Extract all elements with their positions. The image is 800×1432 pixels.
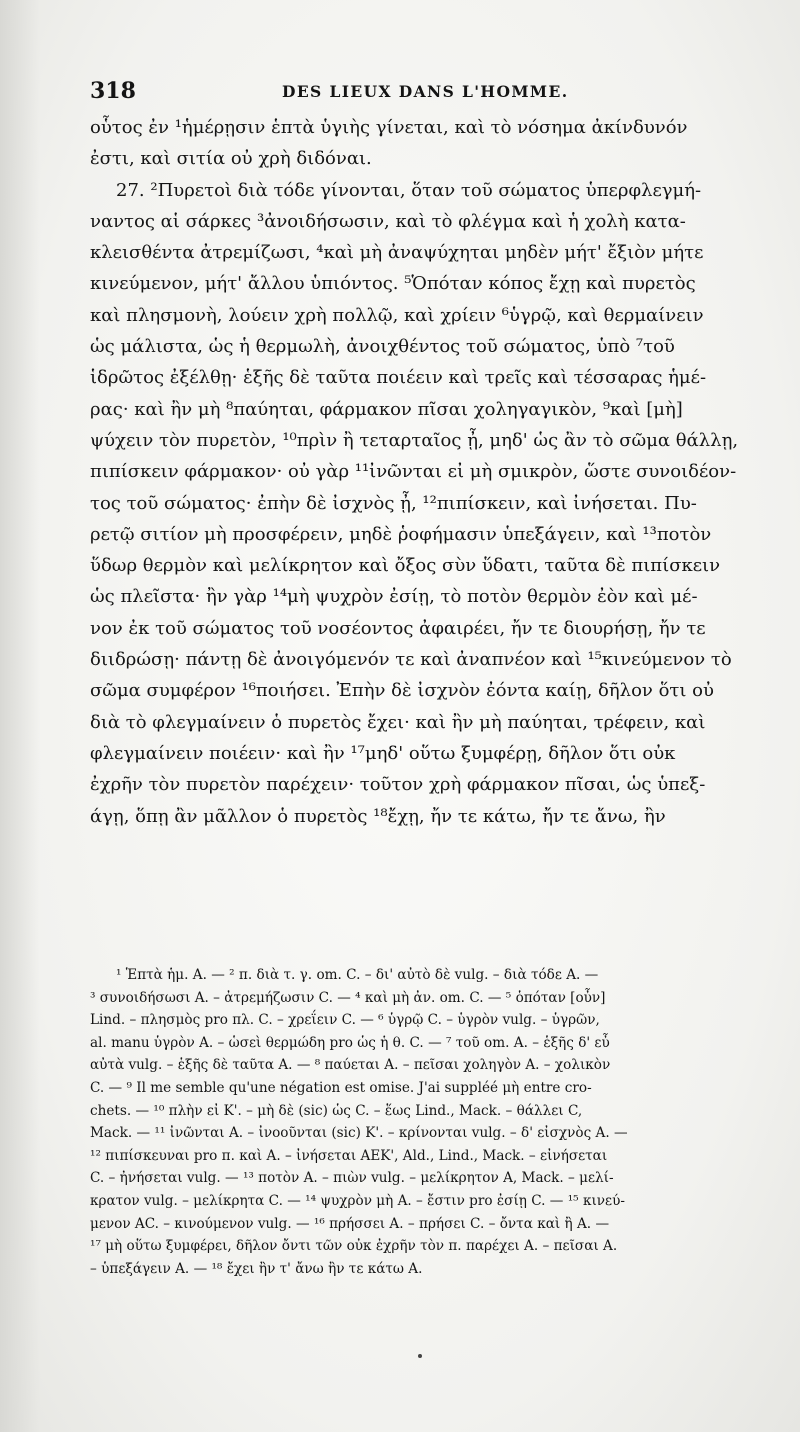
text-line: ὡς μάλιστα, ὡς ἡ θερμωλὴ, ἀνοιχθέντος τοῦ σώματος, ὑπὸ ⁷τοῦ [90,336,675,358]
page-number: 318 [90,78,136,104]
text-line: ρετῷ σιτίον μὴ προσφέρειν, μηδὲ ῥοφήμασιν ὑπεξάγειν, καὶ ¹³ποτὸν [90,523,712,545]
text-line: ρας· καὶ ἢν μὴ ⁸παύηται, φάρμακον πῖσαι χοληγαγικὸν, ⁹καὶ [μὴ] [90,398,683,420]
text-line: φλεγμαίνειν ποιέειν· καὶ ἢν ¹⁷μηδ' οὕτω ξυμφέρῃ, δῆλον ὅτι οὐκ [90,742,676,764]
footnote-line: al. manu ὑγρὸν A. – ὡσεὶ θερμώδη pro ὡς ἡ θ. C. — ⁷ τοῦ om. A. – ἑξῆς δ' εὖ [90,1034,610,1051]
main-text [90,112,760,832]
section-heading-line: 27. ²Πυρετοὶ διὰ τόδε γίνονται, ὅταν τοῦ σώματος ὑπερφλεγμή- [116,179,702,201]
text-line: καὶ πλησμονὴ, λούειν χρὴ πολλῷ, καὶ χρίειν ⁶ὑγρῷ, καὶ θερμαίνειν [90,304,704,326]
footnote-line: ¹² πιπίσκευναι pro π. καὶ A. – ἰνήσεται AEK', Ald., Lind., Mack. – εἰνήσεται [90,1147,608,1164]
text-line: νον ἐκ τοῦ σώματος τοῦ νοσέοντος ἀφαιρέει, ἤν τε διουρήσῃ, ἤν τε [90,617,706,639]
footnote-line: ¹ Ἑπτὰ ἡμ. A. — ² π. διὰ τ. γ. om. C. – δι' αὐτὸ δὲ vulg. – διὰ τόδε A. — [116,967,599,983]
footnote-line: αὐτὰ vulg. – ἑξῆς δὲ ταῦτα A. — ⁸ παύεται A. – πεῖσαι χοληγὸν A. – χολικὸν [90,1057,611,1074]
footnote-line: C. — ⁹ Il me semble qu'une négation est omise. J'ai suppléé μὴ entre cro- [90,1079,592,1096]
footnote-line: – ὑπεξάγειν A. — ¹⁸ ἔχει ἢν τ' ἄνω ἢν τε κάτω A. [90,1260,423,1277]
gutter-shadow [0,0,40,1432]
footnote-line: κρατον vulg. – μελίκρητα C. — ¹⁴ ψυχρὸν μὴ A. – ἔστιν pro ἐσίῃ C. — ¹⁵ κινεύ- [90,1192,625,1209]
text-line: οὗτος ἐν ¹ἡμέρῃσιν ἑπτὰ ὑγιὴς γίνεται, καὶ τὸ νόσημα ἀκίνδυνόν [90,117,688,138]
page-header [90,78,760,102]
text-line: ἱδρῶτος ἐξέλθῃ· ἑξῆς δὲ ταῦτα ποιέειν καὶ τρεῖς καὶ τέσσαρας ἡμέ- [90,367,707,389]
text-line: ψύχειν τὸν πυρετὸν, ¹⁰πρὶν ἢ τεταρταῖος ᾖ, μηδ' ὡς ἂν τὸ σῶμα θάλλῃ, [90,429,739,451]
text-line: σῶμα συμφέρον ¹⁶ποιήσει. Ἐπὴν δὲ ἰσχνὸν ἐόντα καίῃ, δῆλον ὅτι οὐ [90,680,714,702]
text-line: διιδρώσῃ· πάντῃ δὲ ἀνοιγόμενόν τε καὶ ἀναπνέον καὶ ¹⁵κινεύμενον τὸ [90,649,732,671]
text-line: ναντος αἱ σάρκες ³ἀνοιδήσωσιν, καὶ τὸ φλέγμα καὶ ἡ χολὴ κατα- [90,210,686,232]
text-line: πιπίσκειν φάρμακον· οὐ γὰρ ¹¹ἰνῶνται εἰ μὴ σμικρὸν, ὥστε συνοιδέον- [90,461,737,483]
footnote-line: ³ συνοιδήσωσι A. – ἀτρεμήζωσιν C. — ⁴ καὶ μὴ ἀν. om. C. — ⁵ ὁπόταν [οὖν] [90,989,606,1006]
text-line: ἐστι, καὶ σιτία οὐ χρὴ διδόναι. [90,148,372,170]
text-line: τος τοῦ σώματος· ἐπὴν δὲ ἰσχνὸς ᾖ, ¹²πιπίσκειν, καὶ ἰνήσεται. Πυ- [90,492,697,514]
footnotes [90,964,760,1280]
footnote-line: Lind. – πλησμὸς pro πλ. C. – χρεΐειν C. — ⁶ ὑγρῷ C. – ὑγρὸν vulg. – ὑγρῶν, [90,1012,600,1029]
print-mark [418,1354,422,1358]
text-line: διὰ τὸ φλεγμαίνειν ὁ πυρετὸς ἔχει· καὶ ἢν μὴ παύηται, τρέφειν, καὶ [90,711,706,733]
text-line: ὡς πλεῖστα· ἢν γὰρ ¹⁴μὴ ψυχρὸν ἐσίῃ, τὸ ποτὸν θερμὸν ἐὸν καὶ μέ- [90,586,698,608]
footnote-line: μενον AC. – κινούμενον vulg. — ¹⁶ πρήσσει A. – πρήσει C. – ὄντα καὶ ἢ A. — [90,1215,610,1232]
text-line: ἐχρῆν τὸν πυρετὸν παρέχειν· τοῦτον χρὴ φάρμακον πῖσαι, ὡς ὑπεξ- [90,774,706,796]
text-line: άγῃ, ὅπῃ ἂν μᾶλλον ὁ πυρετὸς ¹⁸ἔχῃ, ἤν τε κάτω, ἤν τε ἄνω, ἢν [90,805,666,827]
footnote-line: ¹⁷ μὴ οὕτω ξυμφέρει, δῆλον ὄντι τῶν οὐκ ἐχρῆν τὸν π. παρέχει A. – πεῖσαι A. [90,1238,618,1255]
footnote-line: chets. — ¹⁰ πλὴν εἰ K'. – μὴ δὲ (sic) ὡς C. – ἕως Lind., Mack. – θάλλει C, [90,1102,583,1119]
footnote-line: C. – ἠνήσεται vulg. — ¹³ ποτὸν A. – πιὼν vulg. – μελίκρητον A, Mack. – μελί- [90,1170,614,1187]
text-line: ὕδωρ θερμὸν καὶ μελίκρητον καὶ ὄξος σὺν ὕδατι, ταῦτα δὲ πιπίσκειν [90,555,721,577]
text-line: κλεισθέντα ἀτρεμίζωσι, ⁴καὶ μὴ ἀναψύχηται μηδὲν μήτ' ἔξιὸν μήτε [90,242,704,264]
footnote-line: Mack. — ¹¹ ἰνῶνται A. – ἰνοοῦνται (sic) K'. – κρίνονται vulg. – δ' εἰσχνὸς A. — [90,1125,628,1142]
running-head: DES LIEUX DANS L'HOMME. [282,82,569,101]
text-line: κινεύμενον, μήτ' ἄλλου ὑπιόντος. ⁵Ὁπόταν κόπος ἔχῃ καὶ πυρετὸς [90,273,696,295]
